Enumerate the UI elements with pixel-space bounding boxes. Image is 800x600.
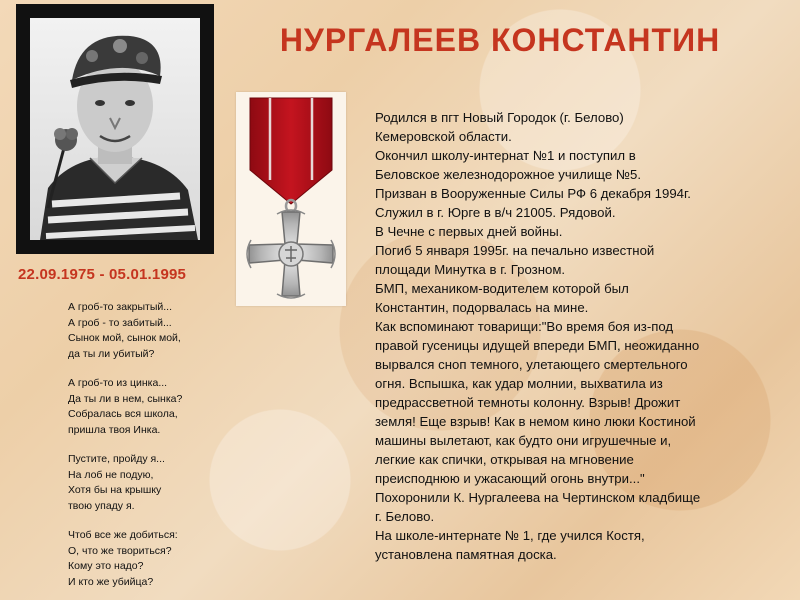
poem-line: А гроб-то из цинка... bbox=[68, 377, 168, 389]
poem-line: И кто же убийца? bbox=[68, 575, 154, 588]
portrait-frame bbox=[16, 4, 214, 254]
poem-line: Хотя бы на крышку bbox=[68, 484, 162, 496]
bio-line: Как вспоминают товарищи:"Во время боя из-под bbox=[375, 319, 674, 334]
poem-line: Пустите, пройду я... bbox=[68, 453, 165, 465]
bio-line: Константин, подорвалась на мине. bbox=[375, 300, 589, 315]
portrait-photo bbox=[30, 18, 200, 240]
bio-line: Призван в Вооруженные Силы РФ 6 декабря 1994г. bbox=[375, 186, 691, 201]
bio-line: предрассветной темноты колонну. Взрыв! Дрожит bbox=[375, 395, 681, 410]
bio-line: Похоронили К. Нургалеева на Чертинском кладбище bbox=[375, 490, 701, 505]
bio-line: правой гусеницы идущей впереди БМП, неожиданно bbox=[375, 338, 700, 353]
poem-line: Собралась вся школа, bbox=[68, 408, 178, 420]
poem-stanza bbox=[68, 300, 228, 362]
bio-line: БМП, механиком-водителем которой был bbox=[375, 281, 629, 296]
poem-line: На лоб не подую, bbox=[68, 468, 154, 481]
poem-stanza bbox=[68, 452, 228, 514]
life-dates: 22.09.1975 - 05.01.1995 bbox=[18, 266, 187, 283]
bio-line: земля! Еще взрыв! Как в немом кино люки Костиной bbox=[375, 414, 696, 429]
poem-stanza bbox=[68, 528, 228, 590]
poem-line: А гроб-то закрытый... bbox=[68, 301, 172, 313]
bio-line: преисподнюю и ужасающий огонь внутри..." bbox=[375, 471, 645, 486]
bio-line: вырвался сноп темного, улетающего смертельного bbox=[375, 357, 688, 372]
bio-line: Родился в пгт Новый Городок (г. Белово) bbox=[375, 110, 624, 125]
bio-line: огня. Вспышка, как удар молнии, выхватила из bbox=[375, 376, 663, 391]
poem-line: твою упаду я. bbox=[68, 499, 135, 512]
soldier-portrait-photo bbox=[30, 18, 200, 240]
poem-line: Сынок мой, сынок мой, bbox=[68, 332, 181, 344]
poem-stanza bbox=[68, 376, 228, 438]
bio-line: Кемеровской области. bbox=[375, 129, 512, 144]
poem-line: Да ты ли в нем, сынка? bbox=[68, 392, 183, 405]
medal-image bbox=[236, 92, 346, 306]
bio-line: машины вылетают, как будто они игрушечные и, bbox=[375, 433, 672, 448]
bio-line: На школе-интернате № 1, где учился Костя, bbox=[375, 528, 645, 543]
poem-line: О, что же твориться? bbox=[68, 544, 172, 557]
poem-line: А гроб - то забитый... bbox=[68, 316, 172, 329]
poem bbox=[68, 300, 228, 600]
bio-line: площади Минутка в г. Грозном. bbox=[375, 262, 566, 277]
poem-line: Кому это надо? bbox=[68, 560, 144, 572]
poem-line: Чтоб все же добиться: bbox=[68, 529, 178, 541]
biography-text bbox=[375, 108, 775, 564]
bio-line: Окончил школу-интернат №1 и поступил в bbox=[375, 148, 636, 163]
bio-line: Беловское железнодорожное училище №5. bbox=[375, 167, 641, 182]
page-title: НУРГАЛЕЕВ КОНСТАНТИН bbox=[279, 22, 721, 58]
bio-line: установлена памятная доска. bbox=[375, 547, 557, 562]
bio-line: Погиб 5 января 1995г. на печально известной bbox=[375, 243, 655, 258]
poem-line: да ты ли убитый? bbox=[68, 347, 155, 360]
bio-line: легкие как спички, открывая на мгновение bbox=[375, 452, 634, 467]
order-of-courage-medal bbox=[236, 92, 346, 306]
poem-line: пришла твоя Инка. bbox=[68, 423, 161, 436]
bio-line: В Чечне с первых дней войны. bbox=[375, 224, 563, 239]
bio-line: г. Белово. bbox=[375, 509, 435, 524]
bio-line: Служил в г. Юрге в в/ч 21005. Рядовой. bbox=[375, 205, 616, 220]
